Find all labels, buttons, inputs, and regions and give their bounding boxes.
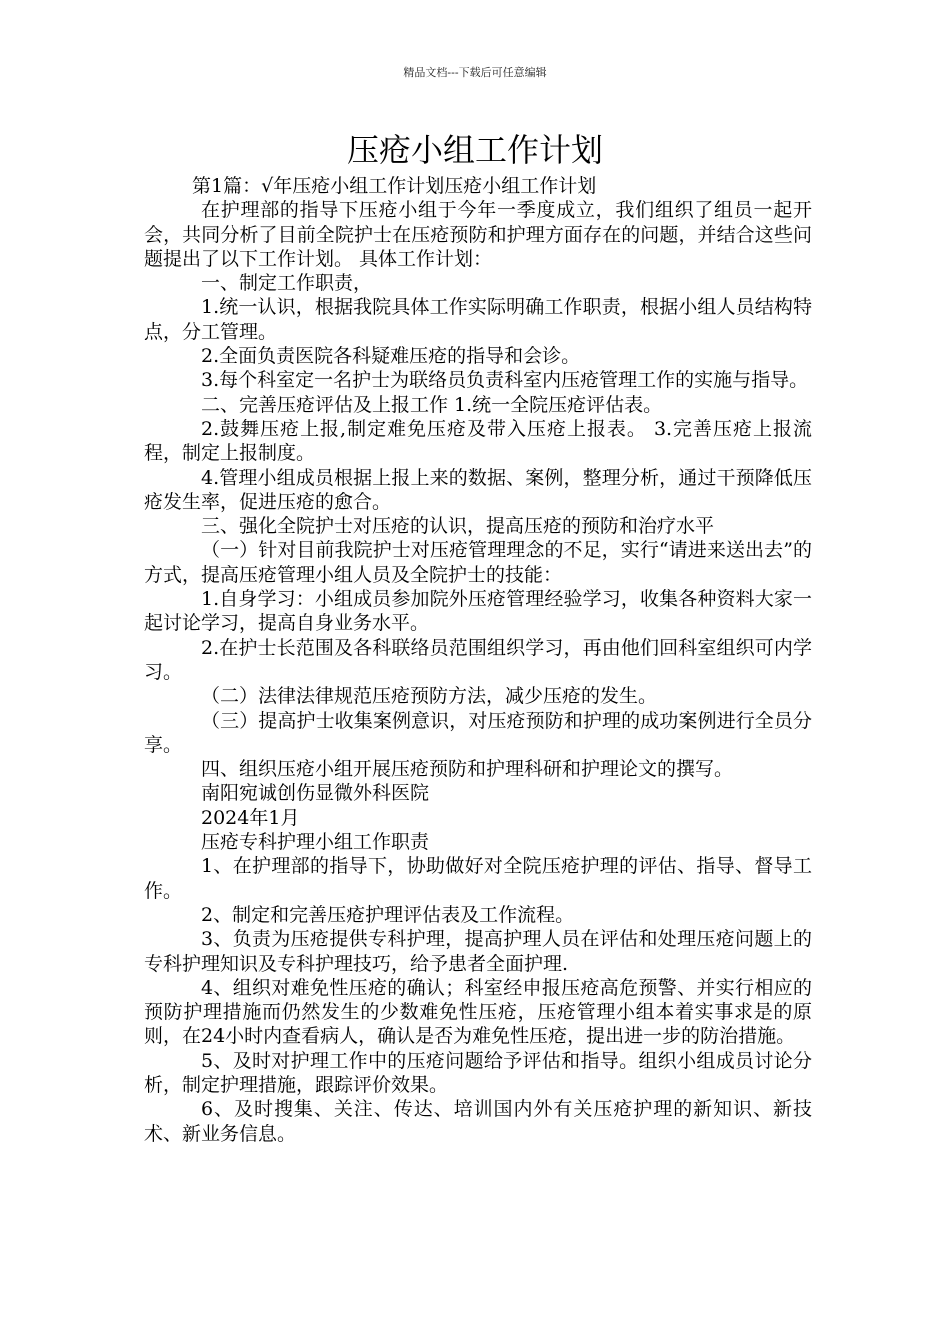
body-paragraph: 南阳宛诚创伤显微外科医院 bbox=[201, 782, 430, 805]
body-paragraph: 2.在护士长范围及各科联络员范围组织学习，再由他们回科室组织可内学习。 bbox=[144, 636, 812, 683]
body-paragraph: 6、及时搜集、关注、传达、培训国内外有关压疮护理的新知识、新技术、新业务信息。 bbox=[144, 1098, 812, 1145]
body-paragraph: 4、组织对难免性压疮的确认；科室经申报压疮高危预警、并实行相应的预防护理措施而仍然发生的少数难免性压疮，压疮管理小组本着实事求是的原则，在24小时内查看病人，确认是否为难免性压疮，提出进一步的防治措施。 bbox=[144, 976, 812, 1048]
body-paragraph: 2024年1月 bbox=[201, 806, 300, 829]
body-paragraph: 2.鼓舞压疮上报,制定难免压疮及带入压疮上报表。 3.完善压疮上报流程，制定上报制度。 bbox=[144, 417, 812, 465]
body-paragraph: 压疮专科护理小组工作职责 bbox=[201, 831, 430, 854]
section-heading: 第1篇：√年压疮小组工作计划压疮小组工作计划 bbox=[192, 175, 597, 197]
document-title: 压疮小组工作计划 bbox=[346, 131, 603, 169]
body-paragraph: （一）针对目前我院护士对压疮管理理念的不足，实行“请进来送出去”的方式，提高压疮管理小组人员及全院护士的技能： bbox=[144, 539, 812, 586]
body-paragraph: （三）提高护士收集案例意识，对压疮预防和护理的成功案例进行全员分享。 bbox=[144, 709, 812, 756]
body-paragraph: 1.自身学习：小组成员参加院外压疮管理经验学习，收集各种资料大家一起讨论学习，提高自身业务水平。 bbox=[144, 588, 812, 635]
body-paragraph: （二）法律法律规范压疮预防方法，减少压疮的发生。 bbox=[201, 685, 658, 708]
body-paragraph: 3、负责为压疮提供专科护理，提高护理人员在评估和处理压疮问题上的专科护理知识及专科护理技巧，给予患者全面护理. bbox=[144, 928, 812, 975]
body-paragraph: 在护理部的指导下压疮小组于今年一季度成立，我们组织了组员一起开会，共同分析了目前全院护士在压疮预防和护理方面存在的问题，并结合这些问题提出了以下工作计划。 具体工作计划： bbox=[144, 199, 812, 270]
body-paragraph: 4.管理小组成员根据上报上来的数据、案例，整理分析，通过干预降低压疮发生率，促进压疮的愈合。 bbox=[144, 466, 812, 513]
document-body bbox=[144, 174, 812, 1146]
header-note: 精品文档---下载后可任意编辑 bbox=[403, 66, 547, 79]
body-paragraph: 四、组织压疮小组开展压疮预防和护理科研和护理论文的撰写。 bbox=[201, 758, 734, 781]
body-paragraph: 一、制定工作职责， bbox=[201, 272, 373, 295]
body-paragraph: 1、在护理部的指导下，协助做好对全院压疮护理的评估、指导、督导工作。 bbox=[144, 855, 812, 902]
body-paragraph: 2.全面负责医院各科疑难压疮的指导和会诊。 bbox=[201, 345, 581, 368]
body-paragraph: 二、完善压疮评估及上报工作 1.统一全院压疮评估表。 bbox=[201, 393, 663, 416]
body-paragraph: 3.每个科室定一名护士为联络员负责科室内压疮管理工作的实施与指导。 bbox=[201, 369, 809, 392]
body-paragraph: 三、强化全院护士对压疮的认识，提高压疮的预防和治疗水平 bbox=[201, 515, 715, 538]
body-paragraph: 5、及时对护理工作中的压疮问题给予评估和指导。组织小组成员讨论分析，制定护理措施，跟踪评价效果。 bbox=[144, 1049, 812, 1096]
body-paragraph: 2、制定和完善压疮护理评估表及工作流程。 bbox=[201, 903, 575, 926]
body-paragraph: 1.统一认识，根据我院具体工作实际明确工作职责，根据小组人员结构特点，分工管理。 bbox=[144, 296, 812, 343]
